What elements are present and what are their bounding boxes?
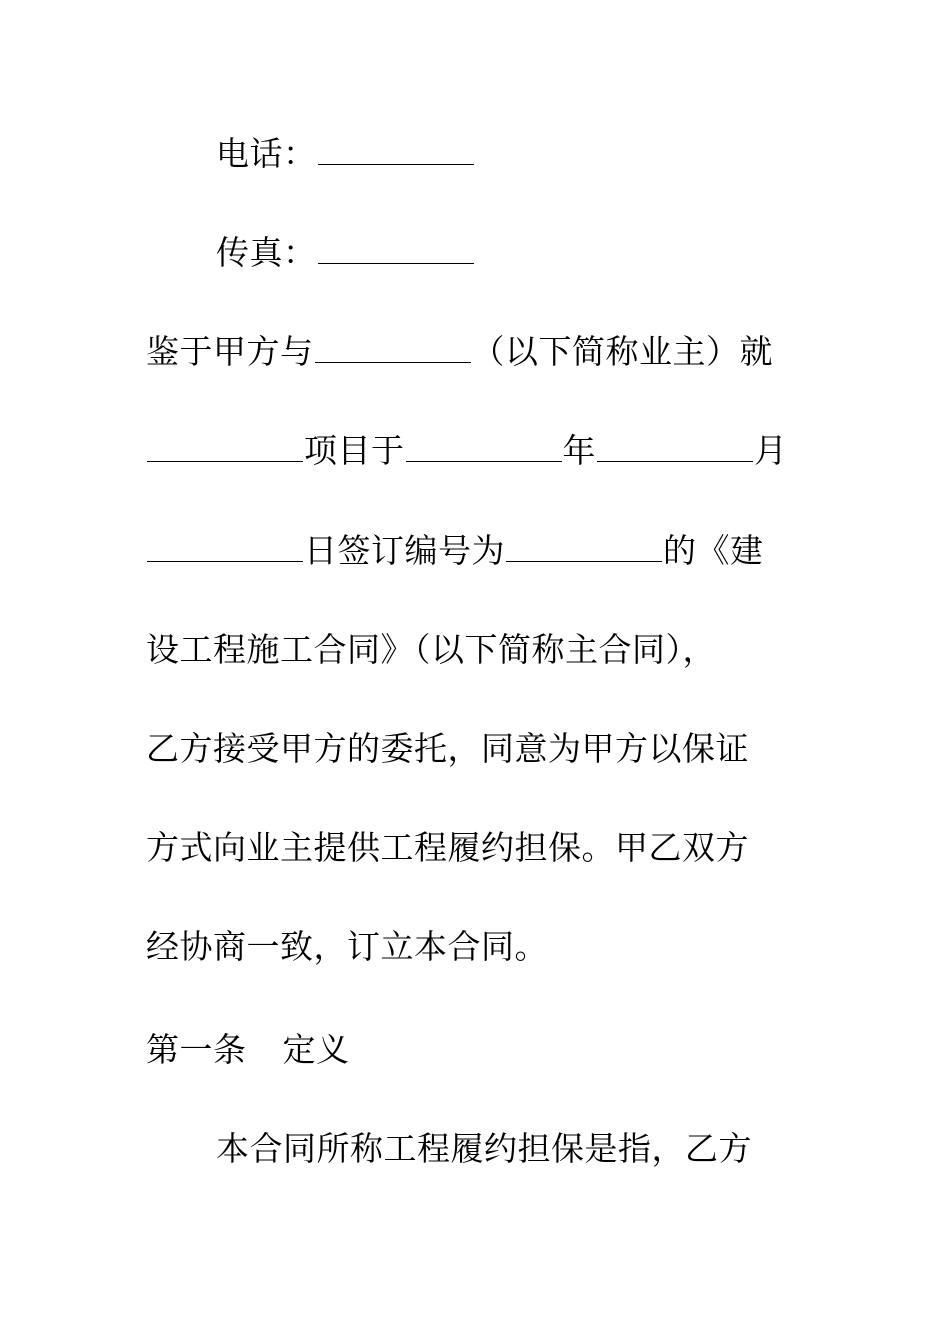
paragraph-line-5: 乙方接受甲方的委托，同意为甲方以保证 (146, 729, 749, 768)
text-segment: 月 (754, 431, 788, 470)
article-heading (146, 1030, 350, 1070)
fax-blank (318, 233, 474, 264)
phone-label: 电话： (216, 134, 317, 173)
paragraph-line-1 (146, 332, 773, 372)
text-segment: 的《建 (663, 531, 764, 570)
paragraph-line-7: 经协商一致，订立本合同。 (146, 927, 548, 966)
paragraph-line-4: 设工程施工合同》（以下简称主合同）， (146, 630, 716, 669)
fax-label: 传真： (216, 233, 317, 272)
phone-blank (318, 134, 474, 165)
text-segment: （以下简称业主）就 (471, 332, 773, 371)
day-blank (147, 531, 303, 562)
article-title: 定义 (282, 1030, 350, 1069)
project-blank (147, 431, 303, 462)
month-blank (597, 431, 753, 462)
paragraph-line-8: 本合同所称工程履约担保是指，乙方 (216, 1129, 752, 1168)
text-segment: 项目于 (304, 431, 405, 470)
text-segment: 鉴于甲方与 (146, 332, 314, 371)
party-blank (315, 332, 471, 363)
phone-line (216, 134, 475, 174)
article-number: 第一条 (146, 1030, 247, 1069)
year-blank (406, 431, 562, 462)
text-segment: 年 (562, 431, 596, 470)
text-segment: 日签订编号为 (304, 531, 505, 570)
paragraph-line-6: 方式向业主提供工程履约担保。甲乙双方 (146, 828, 749, 867)
fax-line (216, 233, 475, 273)
paragraph-line-2 (146, 431, 788, 471)
number-blank (506, 531, 662, 562)
paragraph-line-3 (146, 531, 764, 571)
